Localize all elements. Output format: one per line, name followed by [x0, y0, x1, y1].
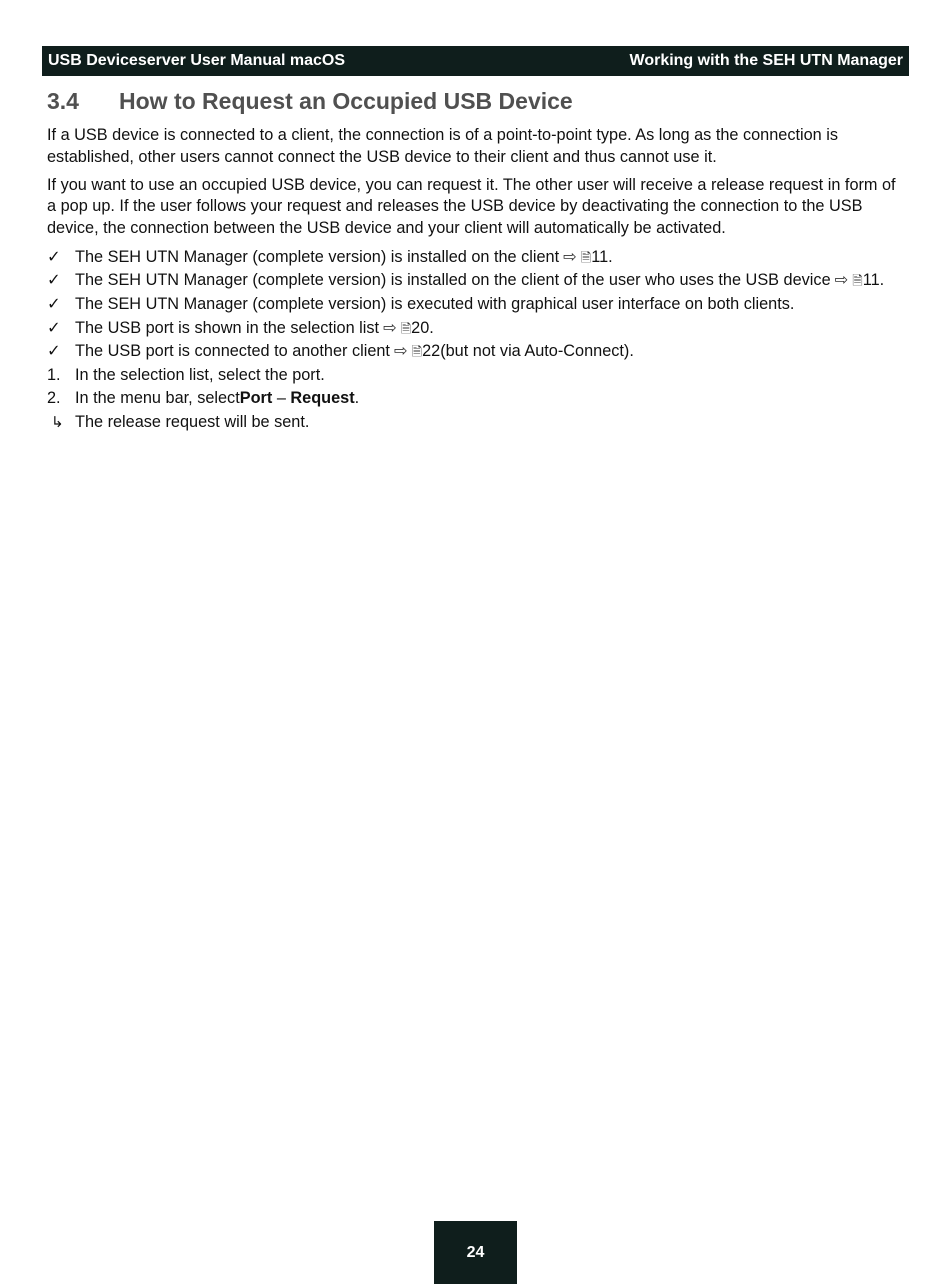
page-number-box — [434, 1221, 517, 1284]
requirement-suffix: . — [608, 247, 613, 266]
request-paragraph: If you want to use an occupied USB device, you can request it. The other user will receive a release request in form of a pop up. If the user follows your request and releases the USB device by deactivating the connection to the USB device, the connection between the USB device and your client will automatically be activated. — [47, 175, 896, 238]
section-title: How to Request an Occupied USB Device — [119, 88, 573, 114]
step-number: 1. — [47, 365, 61, 384]
body-content — [47, 125, 909, 435]
cross-reference-arrow-icon: ⇨ — [393, 342, 408, 361]
step-number: 2. — [47, 389, 61, 408]
section-number: 3.4 — [47, 88, 79, 114]
result-text: The release request will be sent. — [75, 413, 310, 432]
requirement-item — [47, 317, 909, 341]
section-heading — [47, 88, 573, 115]
requirement-text: The USB port is connected to another client — [75, 342, 390, 361]
requirement-suffix: (but not via Auto-Connect). — [440, 342, 634, 361]
page-reference-icon: 🗎 — [400, 320, 412, 336]
step-text-prefix: In the menu bar, select — [75, 389, 240, 408]
requirement-item — [47, 246, 909, 270]
requirement-text: The SEH UTN Manager (complete version) is installed on the client — [75, 247, 560, 266]
check-icon: ✓ — [47, 342, 61, 361]
check-icon: ✓ — [47, 318, 61, 337]
page-header — [42, 46, 909, 76]
requirements-list — [47, 246, 909, 435]
page-reference-icon: 🗎 — [852, 273, 863, 289]
check-icon: ✓ — [47, 247, 61, 266]
check-icon: ✓ — [47, 271, 61, 290]
menu-name-port: Port — [239, 389, 273, 408]
page-reference-link[interactable]: 20 — [411, 318, 430, 337]
step-text-suffix: . — [354, 389, 360, 408]
menu-separator: – — [272, 389, 291, 408]
step-item — [47, 364, 909, 388]
cross-reference-arrow-icon: ⇨ — [834, 271, 849, 290]
result-arrow-icon: ↳ — [51, 414, 64, 432]
page-reference-link[interactable]: 11 — [862, 271, 880, 290]
page-number: 24 — [466, 1243, 485, 1261]
page-reference-icon: 🗎 — [411, 344, 423, 360]
menu-item-request: Request — [290, 389, 355, 408]
requirement-item — [47, 270, 909, 294]
header-manual-title: USB Deviceserver User Manual macOS — [48, 52, 346, 69]
intro-paragraph: If a USB device is connected to a client, the connection is of a point-to-point type. As long as the connection is established, other users cannot connect the USB device to their client and thus cannot use it. — [47, 126, 839, 166]
requirement-suffix: . — [879, 271, 885, 290]
page-reference-icon: 🗎 — [580, 249, 592, 265]
check-icon: ✓ — [47, 295, 61, 314]
requirement-suffix: . — [429, 318, 434, 337]
cross-reference-arrow-icon: ⇨ — [383, 318, 397, 337]
cross-reference-arrow-icon: ⇨ — [563, 247, 577, 266]
requirement-text: The SEH UTN Manager (complete version) is installed on the client of the user who uses the USB device — [75, 271, 831, 290]
header-chapter-title: Working with the SEH UTN Manager — [629, 52, 903, 69]
requirement-item — [47, 293, 909, 317]
page-reference-link[interactable]: 22 — [422, 342, 441, 361]
step-item — [47, 388, 909, 412]
requirement-item — [47, 340, 909, 364]
requirement-text: The USB port is shown in the selection list — [75, 318, 380, 337]
step-text: In the selection list, select the port. — [75, 365, 325, 384]
page-reference-link[interactable]: 11 — [591, 247, 609, 266]
result-item — [47, 411, 909, 435]
requirement-text: The SEH UTN Manager (complete version) is executed with graphical user interface on both clients. — [75, 295, 795, 314]
